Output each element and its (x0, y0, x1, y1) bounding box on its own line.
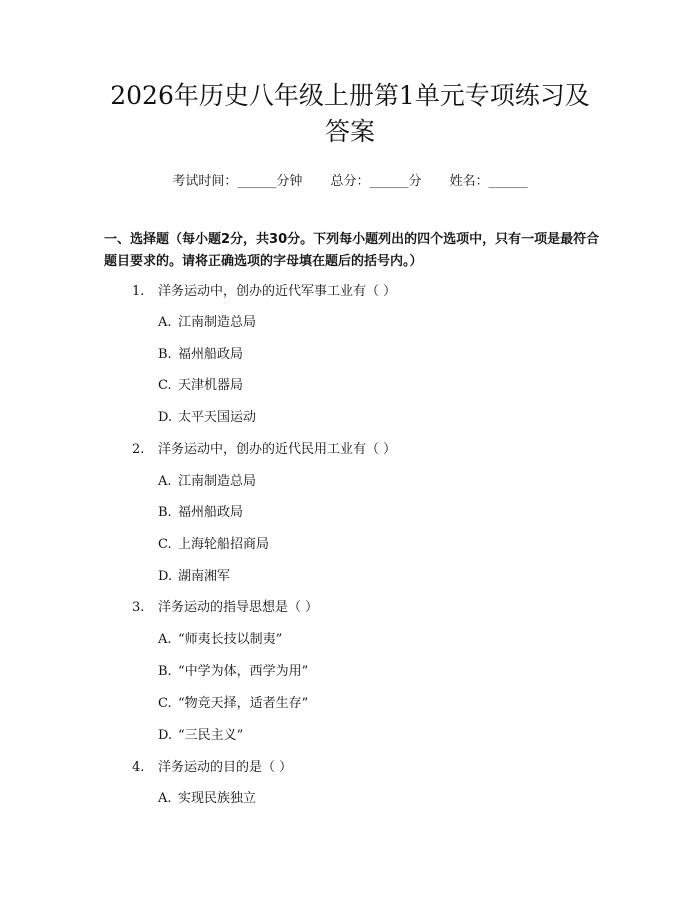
option-letter: B. (158, 347, 172, 362)
option-text: 江南制造总局 (178, 474, 257, 489)
option-text: 天津机器局 (178, 378, 244, 393)
question-number: 2. (132, 442, 145, 457)
option-item (158, 315, 256, 331)
question-number: 4. (132, 760, 145, 775)
option-text: 湖南湘军 (178, 569, 231, 584)
question-stem (132, 284, 396, 300)
option-letter: C. (158, 696, 172, 711)
total-score-field: 总分：______分 (330, 174, 422, 189)
option-letter: C. (158, 537, 172, 552)
option-letter: A. (158, 791, 172, 806)
option-text: “师夷长技以制夷” (178, 632, 283, 647)
option-text: “三民主义” (178, 728, 244, 743)
option-item (158, 537, 269, 553)
title-line-2: 答案 (324, 117, 375, 146)
option-letter: C. (158, 378, 172, 393)
option-text: 上海轮船招商局 (178, 537, 270, 552)
question-text: 洋务运动的指导思想是（ ） (158, 600, 319, 615)
question-text: 洋务运动的目的是（ ） (158, 760, 293, 775)
option-item (158, 728, 243, 744)
option-item (158, 378, 243, 394)
option-text: 实现民族独立 (178, 791, 257, 806)
option-letter: D. (158, 410, 173, 425)
title-line-1: 2026年历史八年级上册第1单元专项练习及 (110, 81, 590, 110)
option-letter: A. (158, 632, 172, 647)
option-item (158, 791, 256, 807)
exam-time-field: 考试时间：______分钟 (172, 174, 303, 189)
question-stem (132, 760, 292, 776)
option-item (158, 347, 243, 363)
option-item (158, 569, 230, 585)
option-item (158, 505, 243, 521)
question-number: 3. (132, 600, 145, 615)
option-item (158, 410, 256, 426)
option-text: “中学为体，西学为用” (178, 664, 309, 679)
question-number: 1. (132, 284, 145, 299)
question-stem (132, 442, 396, 458)
option-letter: B. (158, 664, 172, 679)
question-text: 洋务运动中，创办的近代民用工业有（ ） (158, 442, 397, 457)
name-field: 姓名：______ (449, 174, 528, 189)
option-letter: B. (158, 505, 172, 520)
option-text: 福州船政局 (178, 505, 244, 520)
option-text: “物竞天择，适者生存” (178, 696, 309, 711)
question-text: 洋务运动中，创办的近代军事工业有（ ） (158, 284, 397, 299)
option-item (158, 632, 282, 648)
option-item (158, 474, 256, 490)
question-stem (132, 600, 318, 616)
option-letter: D. (158, 569, 173, 584)
option-item (158, 696, 308, 712)
section-heading: 一、选择题（每小题2分，共30分。下列每小题列出的四个选项中，只有一项是最符合题目要求的。请将正确选项的字母填在题后的括号内。） (104, 232, 600, 269)
option-item (158, 664, 308, 680)
option-letter: A. (158, 315, 172, 330)
option-text: 太平天国运动 (178, 410, 257, 425)
option-letter: D. (158, 728, 173, 743)
option-text: 福州船政局 (178, 347, 244, 362)
option-letter: A. (158, 474, 172, 489)
option-text: 江南制造总局 (178, 315, 257, 330)
